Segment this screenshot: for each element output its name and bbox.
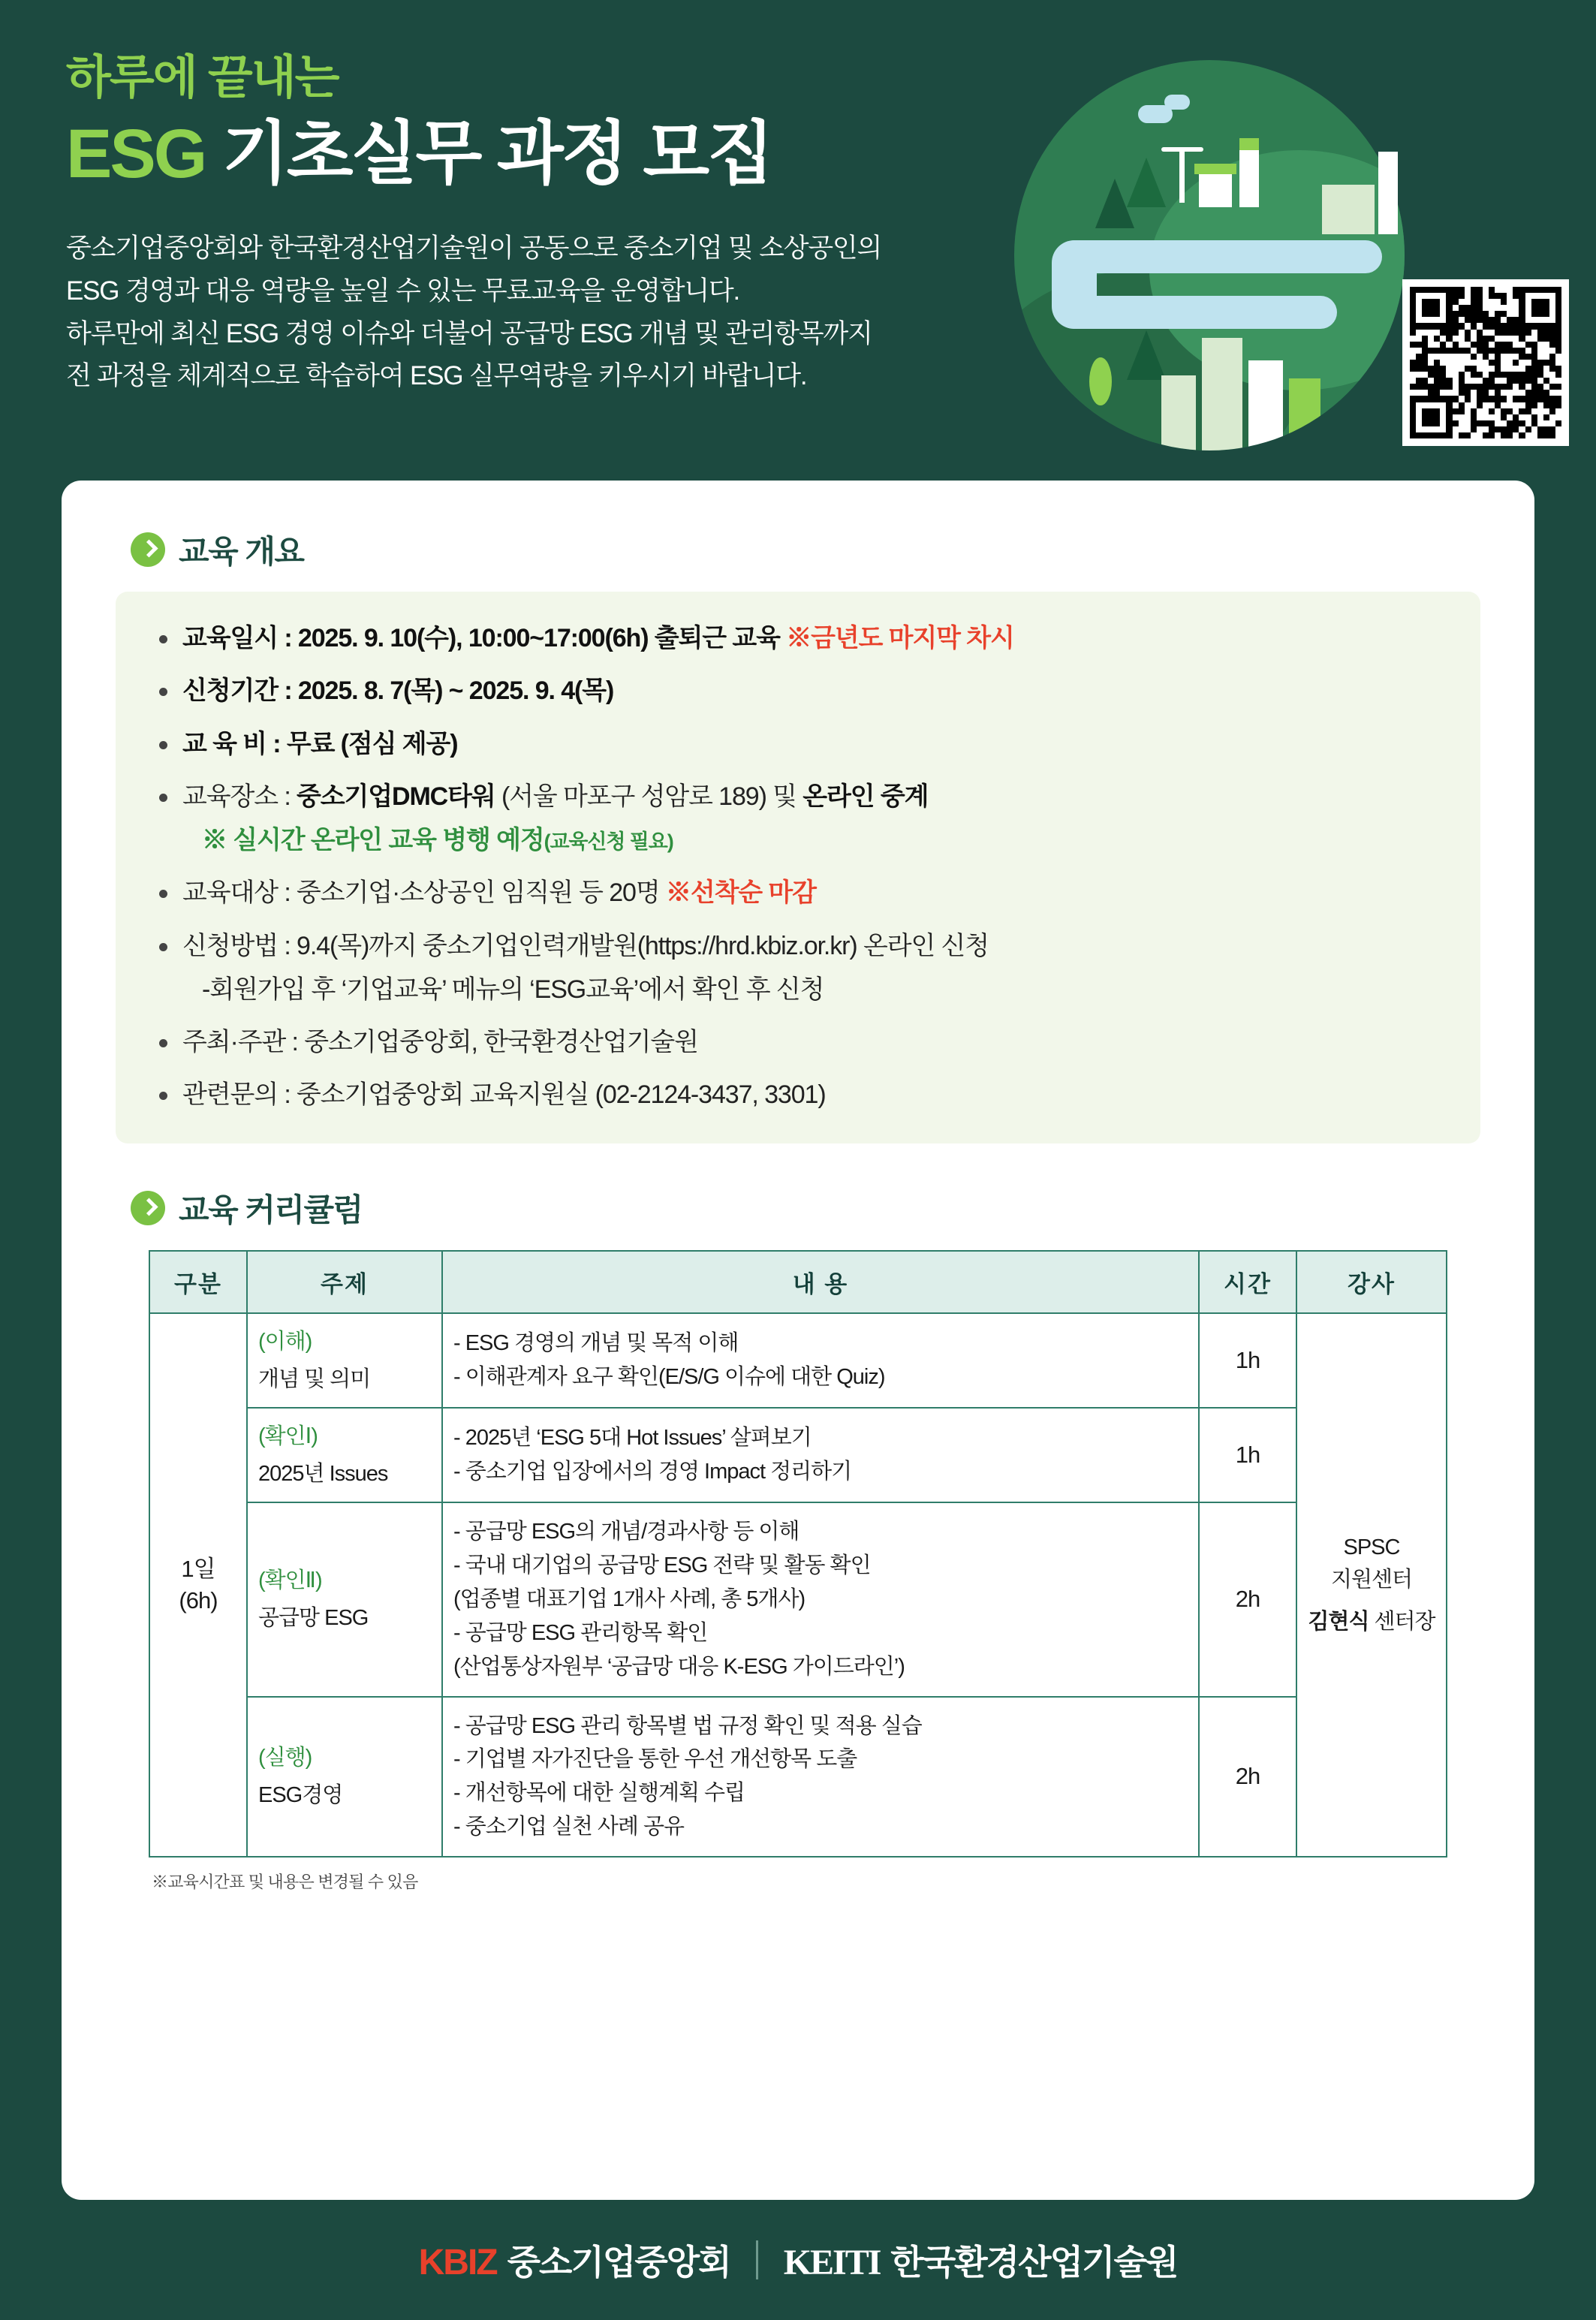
cell-topic-3 xyxy=(247,1502,442,1697)
cell-time-2: 1h xyxy=(1199,1408,1296,1502)
curriculum-section-header xyxy=(131,1186,1492,1231)
overview-value-contact: 중소기업중앙회 교육지원실 (02-2124-3437, 3301) xyxy=(297,1080,826,1110)
curriculum-table-wrap xyxy=(149,1250,1447,1894)
lecturer-name: 김현식 xyxy=(1308,1609,1369,1634)
overview-venue-subnote xyxy=(182,822,1440,858)
road-band-2 xyxy=(1059,296,1337,329)
overview-venue-subnote-text: ※ 실시간 온라인 교육 병행 예정 xyxy=(202,826,544,855)
content-line: (업종별 대표기업 1개사 사례, 총 5개사) xyxy=(453,1586,806,1611)
road-band-1 xyxy=(1059,240,1382,273)
topic-title-2: (확인Ⅰ) xyxy=(258,1424,318,1448)
header-desc-line-1: 중소기업중앙회와 한국환경산업기술원이 공동으로 중소기업 및 소상공인의 xyxy=(66,234,882,264)
cell-lecturer xyxy=(1296,1313,1447,1858)
eco-illustration xyxy=(969,38,1450,458)
keiti-logo xyxy=(784,2235,1178,2285)
content-line: - ESG 경영의 개념 및 목적 이해 xyxy=(453,1330,739,1355)
overview-row-text xyxy=(182,779,1440,859)
city-building-3 xyxy=(1289,378,1320,450)
city-building-2 xyxy=(1248,360,1283,450)
overview-venue-subnote-small: (교육신청 필요) xyxy=(544,830,673,854)
lecturer-person xyxy=(1308,1606,1435,1639)
overview-row-contact xyxy=(156,1077,1440,1113)
bullet-dot xyxy=(159,890,167,898)
overview-venue-building: 중소기업DMC타워 xyxy=(297,782,495,811)
overview-row-apply xyxy=(156,928,1440,1008)
wind-turbine-blade xyxy=(1161,147,1203,152)
factory-block-icon xyxy=(1322,185,1375,234)
kbiz-logo xyxy=(419,2235,730,2285)
overview-section-title: 교육 개요 xyxy=(179,534,304,569)
cell-time-1: 1h xyxy=(1199,1313,1296,1408)
tree-icon-3 xyxy=(1127,330,1166,380)
header-subtitle: 하루에 끝내는 xyxy=(66,52,339,104)
overview-label-fee: 교 육 비 : xyxy=(182,729,287,758)
cell-time-3: 2h xyxy=(1199,1502,1296,1697)
cell-content-2 xyxy=(442,1408,1199,1502)
curriculum-section-title: 교육 커리큘럼 xyxy=(179,1192,363,1228)
content-line: - 공급망 ESG의 개념/경과사항 등 이해 xyxy=(453,1519,800,1544)
factory-roof xyxy=(1239,138,1259,150)
overview-row-text xyxy=(182,673,1440,709)
overview-venue-address: (서울 마포구 성암로 189) 및 xyxy=(495,782,803,811)
house-roof xyxy=(1194,164,1236,174)
overview-row-audience xyxy=(156,875,1440,911)
content-line: - 중소기업 실천 사례 공유 xyxy=(453,1815,685,1839)
bullet-dot xyxy=(159,794,167,802)
overview-row-text xyxy=(182,726,1440,762)
cell-content-3 xyxy=(442,1502,1199,1697)
bullet-dot xyxy=(159,1039,167,1047)
cell-topic-2 xyxy=(247,1408,442,1502)
header-desc-line-4: 전 과정을 체계적으로 학습하여 ESG 실무역량을 키우시기 바랍니다. xyxy=(66,361,807,391)
cell-topic-1 xyxy=(247,1313,442,1408)
overview-note-last-session: ※금년도 마지막 차시 xyxy=(786,624,1014,652)
tree-icon-2 xyxy=(1095,179,1134,228)
content-line: - 2025년 ‘ESG 5대 Hot Issues’ 살펴보기 xyxy=(453,1425,812,1450)
house-icon xyxy=(1199,173,1232,207)
content-line: - 공급망 ESG 관리항목 확인 xyxy=(453,1620,708,1645)
topic-title-1: (이해) xyxy=(258,1329,312,1354)
table-row xyxy=(149,1502,1447,1697)
road-band-3 xyxy=(1052,240,1097,329)
factory-icon xyxy=(1239,149,1259,207)
kbiz-logo-mark: KBIZ xyxy=(418,2243,497,2282)
bullet-dot xyxy=(159,943,167,951)
topic-title-3: (확인Ⅱ) xyxy=(258,1568,322,1593)
title-esg: ESG xyxy=(66,116,206,193)
overview-apply-subnote: -회원가입 후 ‘기업교육’ 메뉴의 ‘ESG교육’에서 확인 후 신청 xyxy=(202,975,824,1004)
smokestack-icon xyxy=(1378,152,1398,234)
topic-title-4: (실행) xyxy=(258,1746,312,1770)
overview-value-apply: 9.4(목)까지 중소기업인력개발원(https://hrd.kbiz.or.kr) 온라인 신청 xyxy=(297,931,989,960)
cell-day xyxy=(149,1313,247,1858)
wind-turbine-icon xyxy=(1179,150,1185,203)
col-header-division: 구분 xyxy=(149,1251,247,1313)
topic-sub-4: ESG경영 xyxy=(258,1783,343,1808)
overview-label-contact: 관련문의 : xyxy=(182,1080,297,1110)
overview-row-text xyxy=(182,928,1440,1008)
bullet-dot xyxy=(159,1092,167,1100)
footer-divider xyxy=(756,2240,758,2279)
overview-venue-online: 온라인 중계 xyxy=(803,782,929,811)
cell-content-1 xyxy=(442,1313,1199,1408)
bullet-dot xyxy=(159,635,167,643)
col-header-time: 시간 xyxy=(1199,1251,1296,1313)
header-desc-line-2: ESG 경영과 대응 역량을 높일 수 있는 무료교육을 운영합니다. xyxy=(66,276,740,306)
overview-row-text xyxy=(182,875,1440,911)
overview-label-audience: 교육대상 : xyxy=(182,878,297,908)
content-card xyxy=(62,481,1534,2200)
keiti-logo-name: 한국환경산업기술원 xyxy=(890,2243,1178,2282)
kbiz-logo-name: 중소기업중앙회 xyxy=(507,2243,730,2282)
col-header-content: 내 용 xyxy=(442,1251,1199,1313)
overview-row-text xyxy=(182,620,1440,656)
city-building-1 xyxy=(1202,338,1242,450)
city-building-4 xyxy=(1161,375,1196,450)
curriculum-table xyxy=(149,1250,1447,1858)
cell-topic-4 xyxy=(247,1697,442,1858)
overview-box xyxy=(116,592,1480,1143)
overview-row-datetime xyxy=(156,620,1440,656)
content-line: - 이해관계자 요구 확인(E/S/G 이슈에 대한 Quiz) xyxy=(453,1364,885,1389)
cell-content-4 xyxy=(442,1697,1199,1858)
chevron-right-icon xyxy=(131,532,165,567)
table-row xyxy=(149,1408,1447,1502)
overview-row-venue xyxy=(156,779,1440,859)
overview-label-host: 주최·주관 : xyxy=(182,1028,305,1057)
table-row xyxy=(149,1313,1447,1408)
content-line: - 공급망 ESG 관리 항목별 법 규정 확인 및 적용 실습 xyxy=(453,1713,922,1738)
overview-label-datetime: 교육일시 : xyxy=(182,624,298,652)
topic-sub-3: 공급망 ESG xyxy=(258,1606,369,1631)
topic-sub-2: 2025년 Issues xyxy=(258,1461,388,1486)
title-rest: 기초실무 과정 모집 xyxy=(205,116,772,193)
chevron-right-icon xyxy=(131,1191,165,1225)
keiti-logo-mark: KEITI xyxy=(783,2243,881,2282)
overview-row-fee xyxy=(156,726,1440,762)
illustration-circle xyxy=(1014,60,1405,450)
lecturer-role: 센터장 xyxy=(1369,1609,1435,1634)
overview-value-period: 2025. 8. 7(목) ~ 2025. 9. 4(목) xyxy=(297,676,614,706)
cell-time-4: 2h xyxy=(1199,1697,1296,1858)
bullet-dot xyxy=(159,688,167,696)
cell-day-line1: 1일 xyxy=(181,1556,215,1583)
overview-section-header xyxy=(131,527,1492,572)
table-row xyxy=(149,1697,1447,1858)
leaf-icon xyxy=(1089,357,1112,405)
overview-value-host: 중소기업중앙회, 한국환경산업기술원 xyxy=(304,1028,698,1057)
cloud-icon-2 xyxy=(1164,95,1190,110)
overview-value-audience: 중소기업·소상공인 임직원 등 20명 xyxy=(297,878,666,908)
qr-code[interactable] xyxy=(1402,279,1569,446)
overview-row-text xyxy=(182,1024,1440,1060)
lecturer-org-line2: 지원센터 xyxy=(1330,1568,1413,1592)
header-desc-line-3: 하루만에 최신 ESG 경영 이슈와 더불어 공급망 ESG 개념 및 관리항목까지 xyxy=(66,318,872,348)
topic-sub-1: 개념 및 의미 xyxy=(258,1366,371,1391)
overview-label-period: 신청기간 : xyxy=(182,676,298,706)
poster-header xyxy=(0,0,1596,481)
overview-row-host xyxy=(156,1024,1440,1060)
qr-code-grid xyxy=(1410,287,1561,438)
col-header-topic: 주제 xyxy=(247,1251,442,1313)
overview-value-fee: 무료 (점심 제공) xyxy=(286,729,458,758)
bullet-dot xyxy=(159,741,167,749)
content-line: - 기업별 자가진단을 통한 우선 개선항목 도출 xyxy=(453,1747,857,1772)
overview-value-datetime: 2025. 9. 10(수), 10:00~17:00(6h) 출퇴근 교육 xyxy=(297,624,787,652)
curriculum-note: ※교육시간표 및 내용은 변경될 수 있음 xyxy=(152,1873,418,1892)
overview-row-text xyxy=(182,1077,1440,1113)
content-line: - 중소기업 입장에서의 경영 Impact 정리하기 xyxy=(453,1459,852,1484)
overview-label-venue: 교육장소 : xyxy=(182,782,297,811)
cell-day-line2: (6h) xyxy=(179,1586,218,1613)
table-header-row xyxy=(149,1251,1447,1313)
content-line: - 국내 대기업의 공급망 ESG 전략 및 활동 확인 xyxy=(453,1553,871,1577)
content-line: - 개선항목에 대한 실행계획 수립 xyxy=(453,1781,745,1806)
content-line: (산업통상자원부 ‘공급망 대응 K-ESG 가이드라인’) xyxy=(453,1654,905,1679)
overview-note-first-come: ※선착순 마감 xyxy=(665,878,816,908)
overview-row-period xyxy=(156,673,1440,709)
poster-footer xyxy=(0,2200,1596,2320)
overview-label-apply: 신청방법 : xyxy=(182,931,297,960)
col-header-lecturer: 강사 xyxy=(1296,1251,1447,1313)
lecturer-org-line1: SPSC xyxy=(1343,1535,1400,1559)
